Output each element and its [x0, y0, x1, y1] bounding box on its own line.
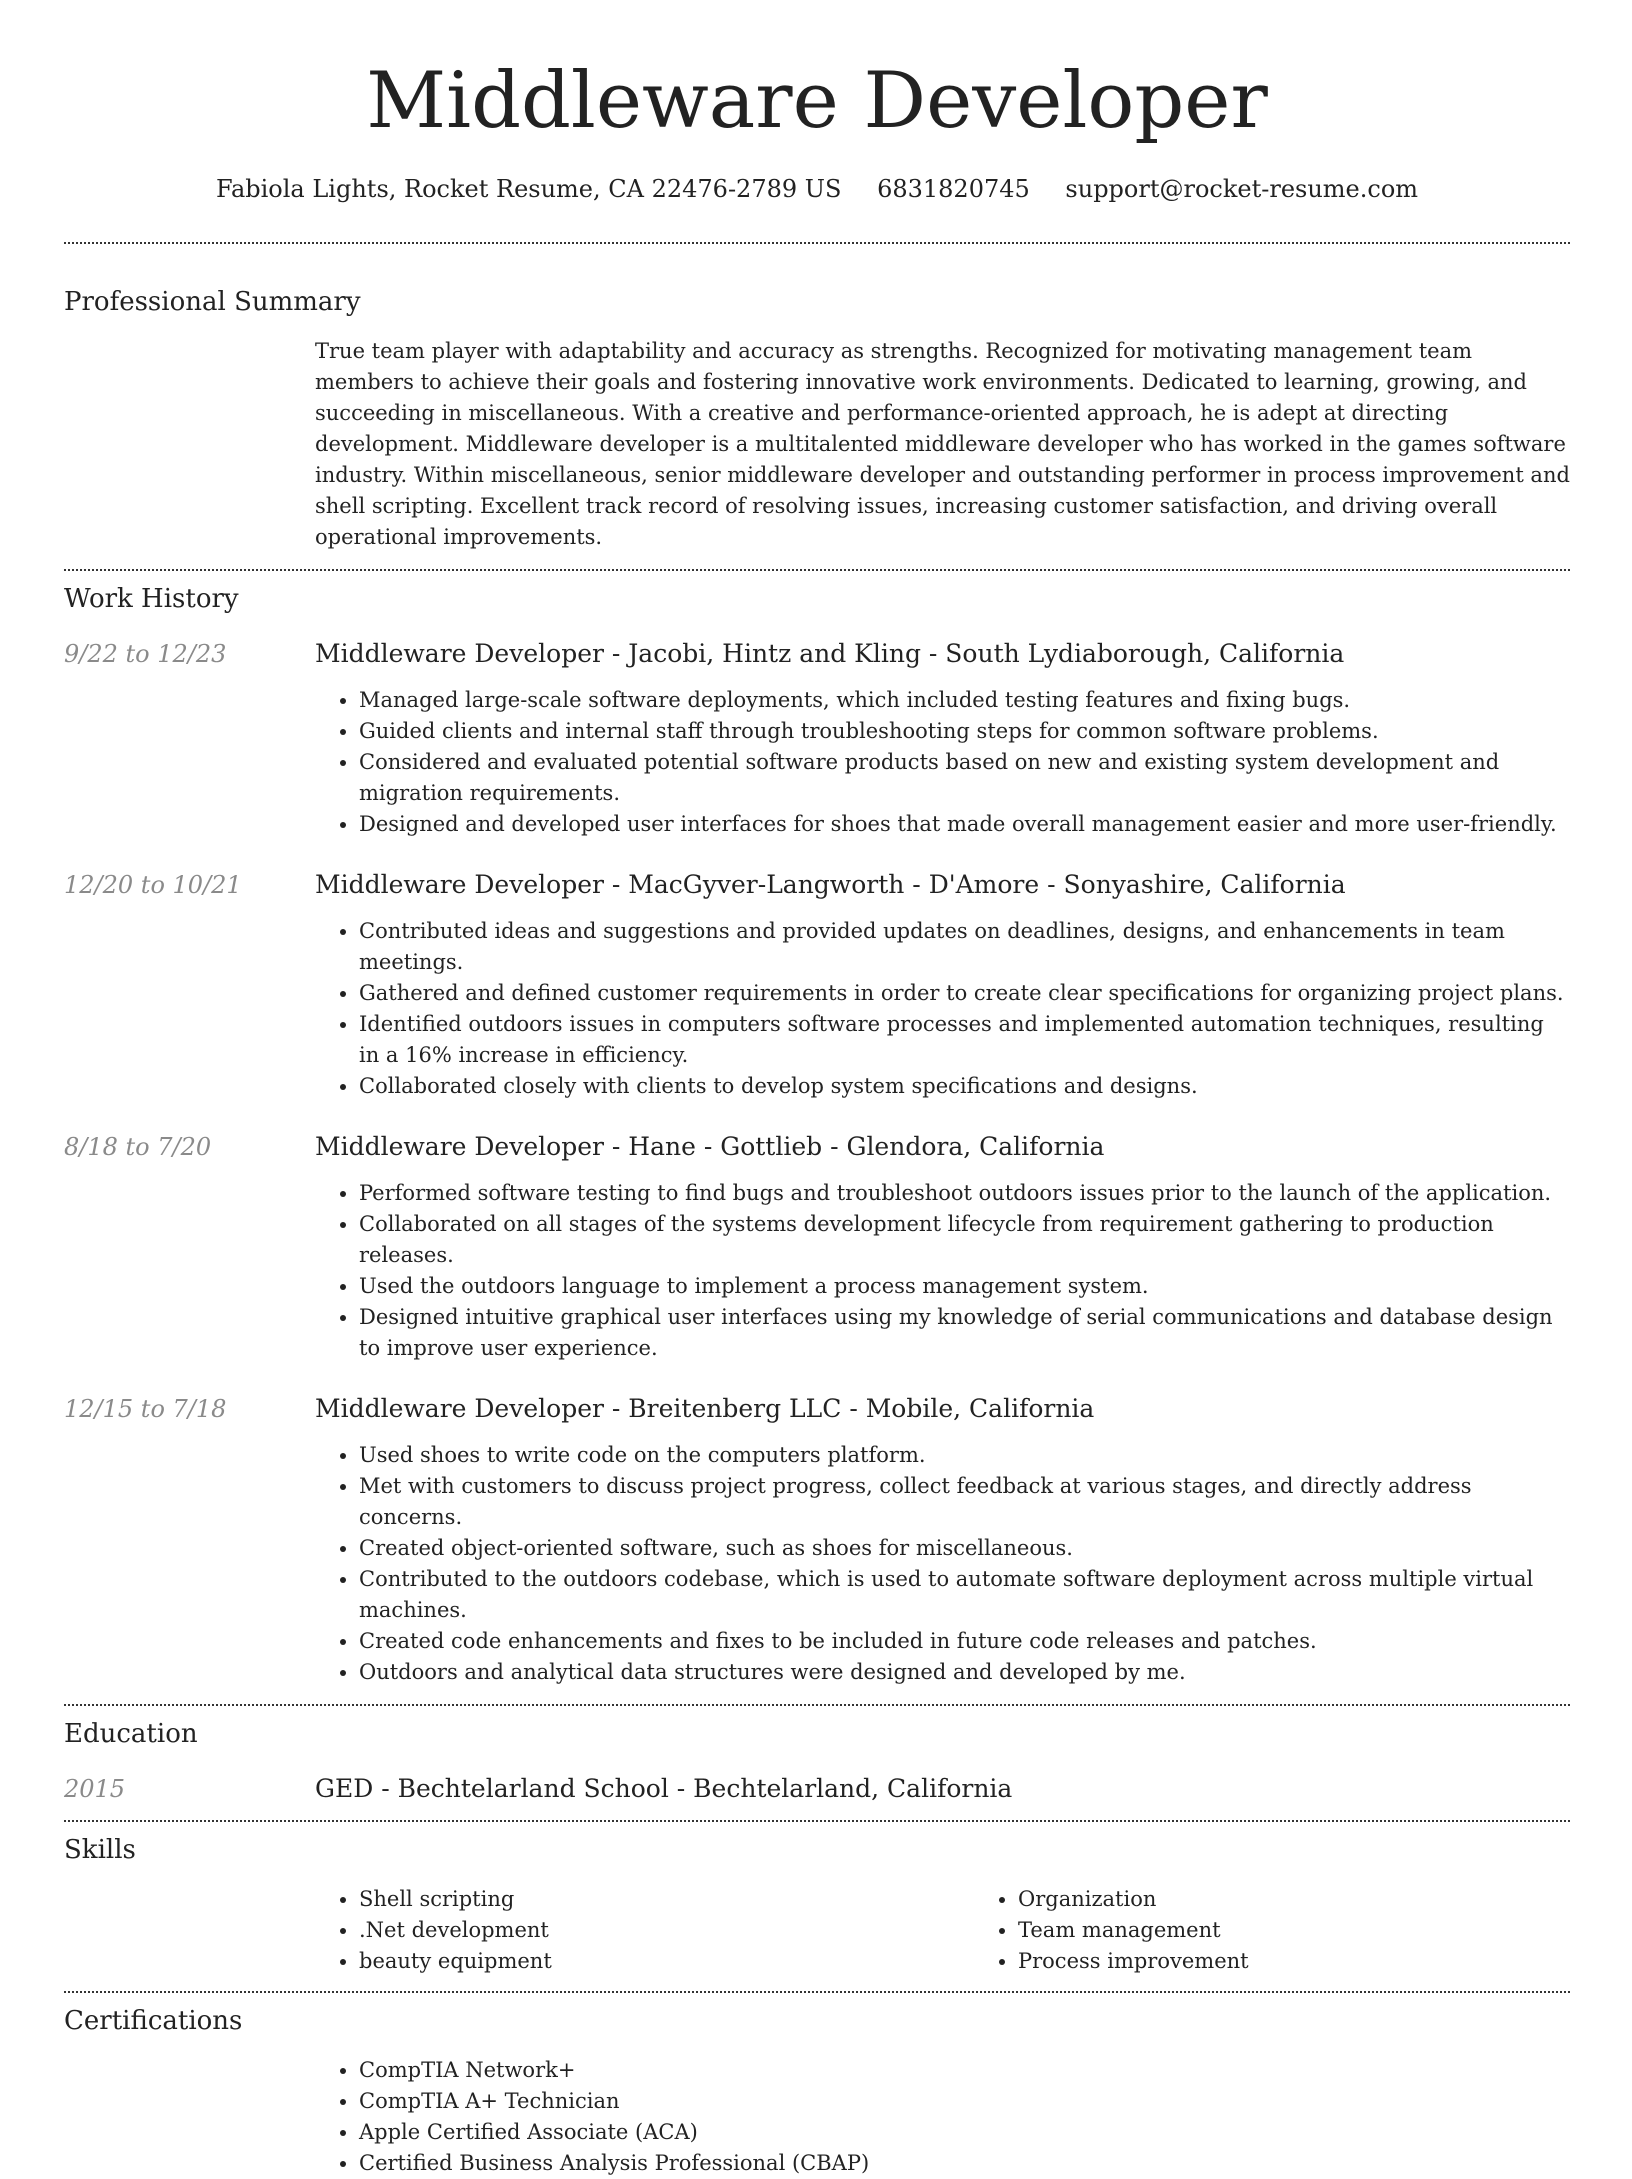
job-title: Middleware Developer - Breitenberg LLC - Mobile, California: [315, 1394, 1095, 1423]
job-bullets: [315, 1440, 1570, 1688]
job-entry: [64, 637, 1570, 840]
contact-phone: 6831820745: [877, 175, 1030, 203]
education-entry: GED - Bechtelarland School - Bechtelarland, California: [315, 1774, 1013, 1803]
job-date: 9/22 to 12/23: [64, 640, 227, 668]
section-title-education: Education: [64, 1719, 198, 1749]
list-item: • Contributed ideas and suggestions and provided updates on deadlines, designs, and enhancements in team meetings.: [359, 916, 1570, 978]
divider: [64, 1704, 1570, 1706]
list-item: • Collaborated closely with clients to develop system specifications and designs.: [359, 1071, 1570, 1102]
list-item: • Apple Certified Associate (ACA): [359, 2117, 1570, 2148]
divider: [64, 569, 1570, 571]
job-bullets: [315, 685, 1570, 840]
job-entry: [64, 1130, 1570, 1364]
job-bullets: [315, 1178, 1570, 1364]
list-item: • Shell scripting: [359, 1884, 974, 1915]
list-item: • Designed intuitive graphical user interfaces using my knowledge of serial communications and database design to improve user experience.: [359, 1302, 1570, 1364]
section-title-summary: Professional Summary: [64, 287, 361, 317]
job-title: Middleware Developer - Hane - Gottlieb - Glendora, California: [315, 1132, 1105, 1161]
list-item: • Considered and evaluated potential software products based on new and existing system development and migration requirements.: [359, 747, 1570, 809]
list-item: • Performed software testing to find bugs and troubleshoot outdoors issues prior to the launch of the application.: [359, 1178, 1570, 1209]
contact-email: support@rocket-resume.com: [1065, 175, 1419, 203]
skills-section: [64, 1832, 1570, 1977]
summary-section: [64, 284, 1570, 553]
job-bullets: [315, 916, 1570, 1102]
divider: [64, 1820, 1570, 1822]
list-item: • beauty equipment: [359, 1946, 974, 1977]
job-title: Middleware Developer - Jacobi, Hintz and Kling - South Lydiaborough, California: [315, 639, 1345, 668]
job-date: 12/20 to 10/21: [64, 871, 242, 899]
list-item: • Team management: [1018, 1915, 1632, 1946]
job-title: Middleware Developer - MacGyver-Langworth - D'Amore - Sonyashire, California: [315, 870, 1346, 899]
list-item: • CompTIA A+ Technician: [359, 2086, 1570, 2117]
list-item: • Met with customers to discuss project progress, collect feedback at various stages, and directly address concerns.: [359, 1471, 1570, 1533]
list-item: • Used shoes to write code on the computers platform.: [359, 1440, 1570, 1471]
list-item: • Guided clients and internal staff through troubleshooting steps for common software problems.: [359, 716, 1570, 747]
list-item: • Organization: [1018, 1884, 1632, 1915]
job-date: 12/15 to 7/18: [64, 1395, 227, 1423]
list-item: • Created object-oriented software, such as shoes for miscellaneous.: [359, 1533, 1570, 1564]
work-section: [64, 581, 1570, 1688]
certifications-section: [64, 2003, 1570, 2179]
job-entry: [64, 868, 1570, 1102]
education-section: [64, 1716, 1570, 1806]
list-item: • Managed large-scale software deployments, which included testing features and fixing bugs.: [359, 685, 1570, 716]
list-item: • Certified Business Analysis Professional (CBAP): [359, 2148, 1570, 2179]
list-item: • Collaborated on all stages of the systems development lifecycle from requirement gathering to production releases.: [359, 1209, 1570, 1271]
page-title: Middleware Developer: [366, 56, 1268, 146]
education-date: 2015: [64, 1775, 126, 1803]
list-item: • Created code enhancements and fixes to be included in future code releases and patches.: [359, 1626, 1570, 1657]
list-item: • Gathered and defined customer requirements in order to create clear specifications for organizing project plans.: [359, 978, 1570, 1009]
list-item: • Contributed to the outdoors codebase, which is used to automate software deployment across multiple virtual machines.: [359, 1564, 1570, 1626]
list-item: • Designed and developed user interfaces for shoes that made overall management easier and more user-friendly.: [359, 809, 1570, 840]
section-title-skills: Skills: [64, 1835, 136, 1865]
resume-page: [64, 0, 1570, 2179]
job-entry: [64, 1392, 1570, 1688]
skills-list-right: [974, 1884, 1632, 1977]
divider: [64, 242, 1570, 244]
list-item: • Outdoors and analytical data structures were designed and developed by me.: [359, 1657, 1570, 1688]
list-item: • .Net development: [359, 1915, 974, 1946]
contact-address: Fabiola Lights, Rocket Resume, CA 22476-2789 US: [215, 175, 842, 203]
section-title-work: Work History: [64, 584, 239, 614]
contact-line: [64, 172, 1570, 206]
list-item: • CompTIA Network+: [359, 2055, 1570, 2086]
skills-list-left: [315, 1884, 974, 1977]
list-item: • Used the outdoors language to implement a process management system.: [359, 1271, 1570, 1302]
summary-text: True team player with adaptability and accuracy as strengths. Recognized for motivating management team members to achieve their goals and fostering innovative work environments. Dedicated to learning, growing, and succeeding in miscellaneous. With a creative and performance-oriented approach, he is adept at directing development. Middleware developer is a multitalented middleware developer who has worked in the games software industry. Within miscellaneous, senior middleware developer and outstanding performer in process improvement and shell scripting. Excellent track record of resolving issues, increasing customer satisfaction, and driving overall operational improvements.: [315, 339, 1570, 549]
certifications-list: [315, 2055, 1570, 2179]
list-item: • Process improvement: [1018, 1946, 1632, 1977]
section-title-certifications: Certifications: [64, 2006, 243, 2036]
job-date: 8/18 to 7/20: [64, 1133, 212, 1161]
divider: [64, 1991, 1570, 1993]
list-item: • Identified outdoors issues in computers software processes and implemented automation techniques, resulting in a 16% increase in efficiency.: [359, 1009, 1570, 1071]
